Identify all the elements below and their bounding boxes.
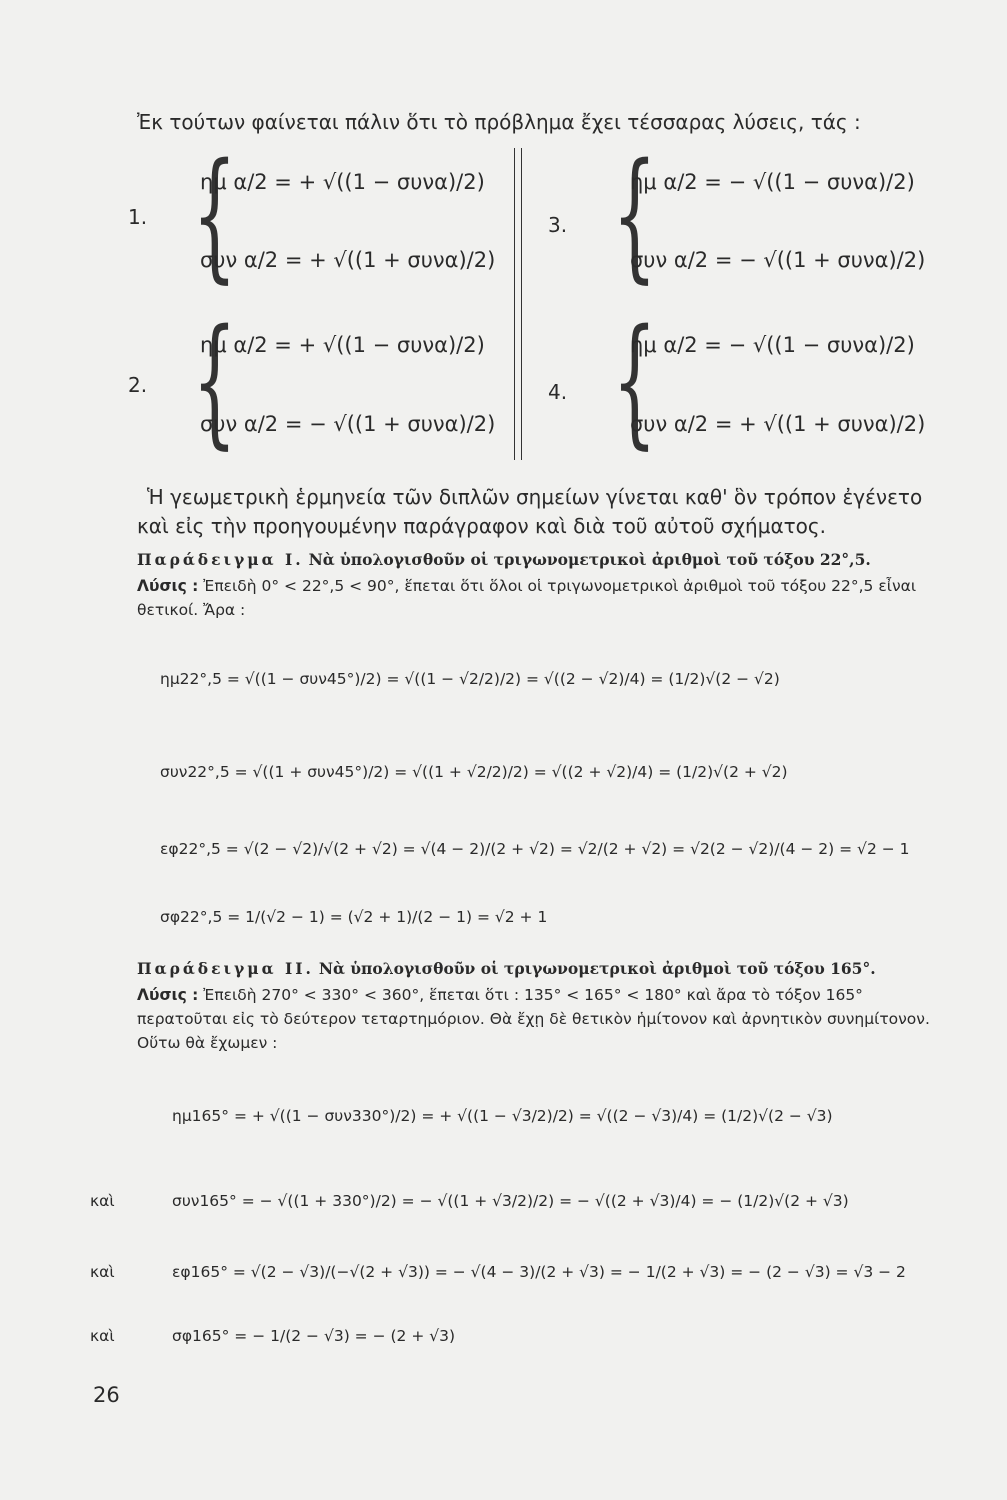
eq-cot-22-5: σφ22°,5 = 1/(√2 − 1) = (√2 + 1)/(2 − 1) = √2 + 1 [160,908,548,926]
double-divider [514,148,522,460]
solution-label: Λύσις : [137,986,199,1004]
case-4-label: 4. [548,380,568,404]
eq-cos-165: συν165° = − √((1 + 330°)/2) = − √((1 + √3/2)/2) = − √((2 + √3)/4) = − (1/2)√(2 + √3) [172,1192,849,1210]
case-4-cos: συν α/2 = + √((1 + συνα)/2) [630,412,926,436]
eq-prefix: καὶ [90,1192,115,1210]
example-1-solution [137,574,947,622]
case-3-label: 3. [548,213,568,237]
example-2-solution [137,983,947,1055]
case-2-cos: συν α/2 = − √((1 + συνα)/2) [200,412,496,436]
case-2-sin: ημ α/2 = + √((1 − συνα)/2) [200,333,485,357]
case-2-label: 2. [128,373,148,397]
case-1-cos: συν α/2 = + √((1 + συνα)/2) [200,248,496,272]
page-number: 26 [93,1383,120,1407]
example-2-header [137,957,947,981]
eq-cot-165: σφ165° = − 1/(2 − √3) = − (2 + √3) [172,1327,456,1345]
eq-tan-165: εφ165° = √(2 − √3)/(−√(2 + √3)) = − √(4 − 3)/(2 + √3) = − 1/(2 + √3) = − (2 − √3) = √3 − 2 [172,1263,906,1281]
eq-sin-22-5: ημ22°,5 = √((1 − συν45°)/2) = √((1 − √2/2)/2) = √((2 − √2)/4) = (1/2)√(2 − √2) [160,670,780,688]
brace-icon: { [612,134,657,297]
geometric-paragraph: Ἡ γεωμετρικὴ ἑρμηνεία τῶν διπλῶν σημείων γίνεται καθ' ὃν τρόπον ἐγένετο καὶ εἰς τὴν προηγουμένην παράγραφον καὶ διὰ τοῦ αὐτοῦ σχήματος. [137,485,923,538]
example-2-title: Νὰ ὑπολογισθοῦν οἱ τριγωνομετρικοὶ ἀριθμοὶ τοῦ τόξου 165°. [318,959,876,978]
brace-icon: { [612,300,657,463]
example-1-label: Παράδειγμα I. [137,550,304,569]
eq-sin-165: ημ165° = + √((1 − συν330°)/2) = + √((1 − √3/2)/2) = √((2 − √3)/4) = (1/2)√(2 − √3) [172,1107,833,1125]
brace-icon: { [192,300,237,463]
case-1-sin: ημ α/2 = + √((1 − συνα)/2) [200,170,485,194]
case-3-sin: ημ α/2 = − √((1 − συνα)/2) [630,170,915,194]
intro-text: Ἐκ τούτων φαίνεται πάλιν ὅτι τὸ πρόβλημα ἔχει τέσσαρας λύσεις, τάς : [137,110,861,134]
eq-prefix: καὶ [90,1263,115,1281]
eq-prefix: καὶ [90,1327,115,1345]
example-1-solution-text: Ἐπειδὴ 0° < 22°,5 < 90°, ἕπεται ὅτι ὅλοι οἱ τριγωνομετρικοὶ ἀριθμοὶ τοῦ τόξου 22°,5 εἶναι θετικοί. Ἄρα : [137,577,917,619]
eq-cos-22-5: συν22°,5 = √((1 + συν45°)/2) = √((1 + √2/2)/2) = √((2 + √2)/4) = (1/2)√(2 + √2) [160,763,788,781]
brace-icon: { [192,134,237,297]
eq-tan-22-5: εφ22°,5 = √(2 − √2)/√(2 + √2) = √(4 − 2)/(2 + √2) = √2/(2 + √2) = √2(2 − √2)/(4 − 2) = √2 − 1 [160,840,910,858]
example-2-solution-text: Ἐπειδὴ 270° < 330° < 360°, ἕπεται ὅτι : 135° < 165° < 180° καὶ ἄρα τὸ τόξον 165° περατοῦται εἰς τὸ δεύτερον τεταρτημόριον. Θὰ ἔχῃ δὲ θετικὸν ἡμίτονον καὶ ἀρνητικὸν συνημίτονον. Οὕτω θὰ ἔχωμεν : [137,986,930,1052]
example-2-label: Παράδειγμα II. [137,959,314,978]
case-3-cos: συν α/2 = − √((1 + συνα)/2) [630,248,926,272]
example-1-header [137,548,947,572]
example-1-title: Νὰ ὑπολογισθοῦν οἱ τριγωνομετρικοὶ ἀριθμοὶ τοῦ τόξου 22°,5. [308,550,871,569]
case-4-sin: ημ α/2 = − √((1 − συνα)/2) [630,333,915,357]
solution-label: Λύσις : [137,577,199,595]
case-1-label: 1. [128,205,148,229]
